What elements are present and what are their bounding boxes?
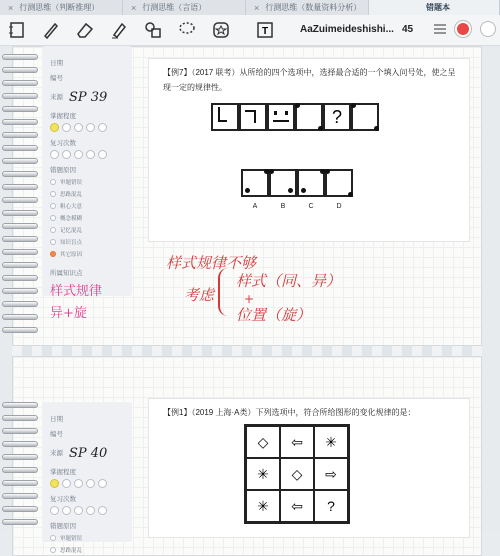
spiral-binding: [2, 402, 38, 525]
question-card: [148, 58, 470, 242]
handwritten-note: 位置（旋）: [236, 306, 312, 324]
mastery-rating[interactable]: [50, 479, 124, 488]
figure-grid: ◇ ⇦ ✳ ✳ ◇ ⇨ ✳ ⇦ ?: [244, 424, 350, 524]
spiral-binding: [2, 54, 38, 333]
handwritten-brace: [218, 268, 228, 316]
error-info-panel: 日期 编号 来源 SP 39 掌握程度 复习次数 错题原因 审题错误 思路混乱 粗心大意 概念模糊 记忆混乱 知识盲点 其它原因 所属知识点 样式规律 异+旋: [42, 46, 132, 296]
tab-verbal[interactable]: × 行测思维（言语）: [123, 0, 246, 15]
handwritten-note: 考虑: [184, 286, 215, 304]
tab-bar: [0, 0, 500, 15]
error-info-panel: 日期 编号 来源 SP 40 掌握程度 复习次数 错题原因 审题错误 思路混乱: [42, 402, 132, 542]
shapes-icon[interactable]: [136, 16, 170, 44]
question-text: 【例7】（2017 联考）从所给的四个选项中，选择最合适的一个填入问号处，使之呈现一定的规律性。: [163, 68, 456, 92]
source-handwriting: SP 40: [69, 446, 108, 461]
answer-options[interactable]: [241, 169, 353, 197]
tab-error-book[interactable]: 错题本: [369, 0, 500, 15]
notebook-icon[interactable]: [0, 16, 34, 44]
toolbar: [0, 15, 500, 46]
reason-option[interactable]: 知识盲点: [50, 238, 124, 246]
white-color-swatch[interactable]: [480, 21, 496, 37]
source-handwriting: SP 39: [69, 90, 108, 105]
question-text: 【例1】（2019 上海·A类）下列选项中，符合所给图形的变化规律的是：: [163, 408, 416, 417]
reason-option[interactable]: 思路混乱: [50, 190, 124, 198]
handwritten-note: 样式规律不够: [166, 254, 257, 272]
text-icon[interactable]: [248, 16, 282, 44]
font-size-selector[interactable]: 45: [402, 24, 414, 35]
sticker-icon[interactable]: [204, 16, 238, 44]
handwritten-note: 样式（同、异）: [236, 272, 342, 290]
mastery-rating[interactable]: [50, 123, 124, 132]
lasso-icon[interactable]: [170, 16, 204, 44]
svg-text:T: T: [261, 26, 269, 37]
reason-option[interactable]: 记忆混乱: [50, 226, 124, 234]
reason-option[interactable]: 审题错误: [50, 534, 124, 542]
knowledge-point-handwriting: 异+旋: [50, 306, 87, 321]
reason-option[interactable]: 审题错误: [50, 178, 124, 186]
reason-option[interactable]: 概念模糊: [50, 214, 124, 222]
pen-icon[interactable]: [34, 16, 68, 44]
knowledge-point-handwriting: 样式规律: [50, 284, 103, 299]
tab-reasoning[interactable]: × 行测思维（判断推理）: [0, 0, 123, 15]
font-name-selector[interactable]: AaZuimeideshishi...: [300, 24, 394, 35]
reason-option[interactable]: 粗心大意: [50, 202, 124, 210]
highlighter-icon[interactable]: [102, 16, 136, 44]
close-icon[interactable]: ×: [131, 2, 137, 13]
review-count-rating[interactable]: [50, 150, 124, 159]
close-icon[interactable]: ×: [254, 2, 260, 13]
red-color-swatch[interactable]: [455, 21, 471, 37]
eraser-icon[interactable]: [68, 16, 102, 44]
option-labels: A B C D: [252, 203, 342, 210]
close-icon[interactable]: ×: [8, 2, 14, 13]
review-count-rating[interactable]: [50, 506, 124, 515]
question-sequence: ?: [211, 103, 379, 131]
notebook-canvas[interactable]: 日期 编号 来源 SP 39 掌握程度 复习次数 错题原因 审题错误 思路混乱 粗心大意 概念模糊 记忆混乱 知识盲点 其它原因 所属知识点 样式规律 异+旋 【例7】（2017 联考）从所给的四个选项中，选择最合适的一个填入问号处，使之呈现一定的规律性。 ? A B C D 样式规律不够 考虑 样式（同、异） + 位置（旋） 日期 编号 来源 SP 40 掌握程度 复习次数 错题原因 审题错误 思路混乱 【例1】（2019 上海·A类）下列选项中，符合所给图形的变化规律的是： ◇ ⇦ ✳ ✳ ◇ ⇨ ✳ ⇦ ?: [0, 46, 500, 532]
reason-option-selected[interactable]: 其它原因: [50, 250, 124, 258]
question-card: [148, 398, 470, 538]
reason-option[interactable]: 思路混乱: [50, 546, 124, 554]
tab-quantity[interactable]: × 行测思维（数量资料分析）: [246, 0, 369, 15]
menu-icon[interactable]: [433, 22, 447, 36]
